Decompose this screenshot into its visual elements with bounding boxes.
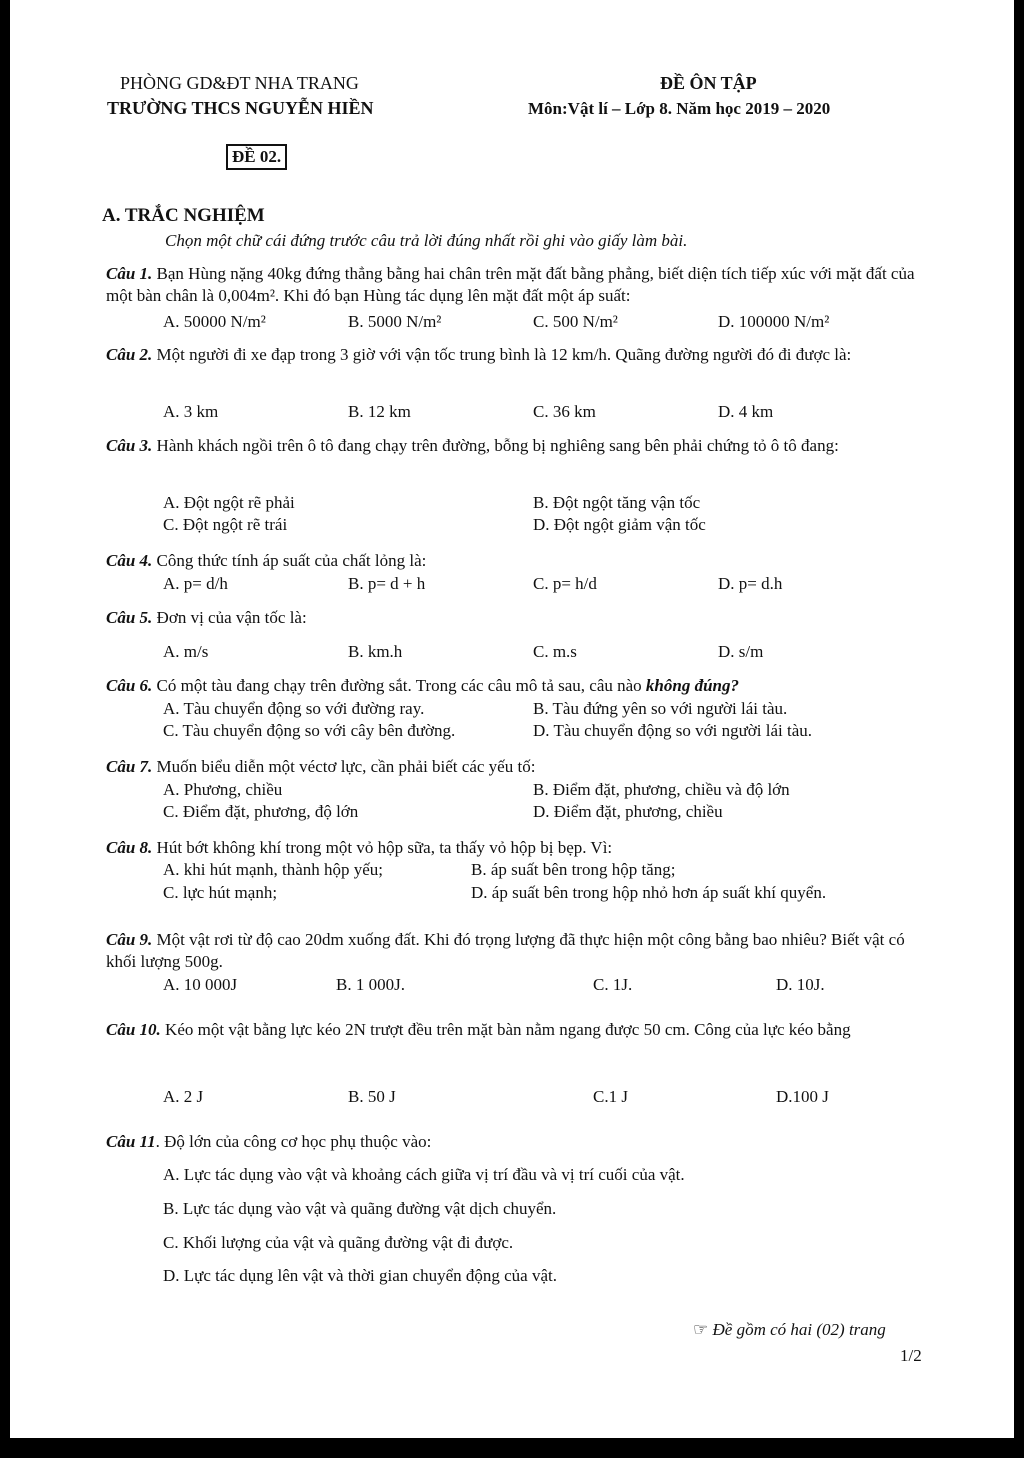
option-c: C.1 J xyxy=(593,1087,628,1106)
option-b: B. 50 J xyxy=(348,1087,396,1106)
option-b: B. 12 km xyxy=(348,402,411,421)
option-a: A. Đột ngột rẽ phải xyxy=(163,493,295,512)
section-instruction: Chọn một chữ cái đứng trước câu trả lời đúng nhất rồi ghi vào giấy làm bài. xyxy=(165,231,688,250)
question-text: Một vật rơi từ độ cao 20dm xuống đất. Khi đó trọng lượng đã thực hiện một công bằng bao nhiêu? Biết vật có khối lượng 500g. xyxy=(106,930,905,971)
option-c: C. Khối lượng của vật và quãng đường vật đi được. xyxy=(163,1233,514,1252)
option-a: A. Lực tác dụng vào vật và khoảng cách giữa vị trí đầu và vị trí cuối của vật. xyxy=(163,1165,685,1184)
question-2 xyxy=(106,344,936,366)
option-d: D. 10J. xyxy=(776,975,825,994)
option-a: A. p= d/h xyxy=(163,574,228,593)
question-label: Câu 2. xyxy=(106,345,153,364)
document-page xyxy=(10,0,1014,1438)
question-7 xyxy=(106,756,936,778)
subject-line: Môn:Vật lí – Lớp 8. Năm học 2019 – 2020 xyxy=(528,99,831,118)
question-label: Câu 9. xyxy=(106,930,153,949)
question-text: Kéo một vật bằng lực kéo 2N trượt đều trên mặt bàn nằm ngang được 50 cm. Công của lực kéo bằng xyxy=(165,1020,851,1039)
page-number: 1/2 xyxy=(900,1346,922,1365)
option-c: C. 36 km xyxy=(533,402,596,421)
option-d: D. 100000 N/m² xyxy=(718,312,830,331)
question-label: Câu 5. xyxy=(106,608,153,627)
option-d: D. p= d.h xyxy=(718,574,783,593)
question-3 xyxy=(106,435,936,457)
question-label: Câu 1. xyxy=(106,264,153,283)
exam-title: ĐỀ ÔN TẬP xyxy=(660,73,757,93)
option-a: A. Tàu chuyển động so với đường ray. xyxy=(163,699,425,718)
option-b: B. Điểm đặt, phương, chiều và độ lớn xyxy=(533,780,790,799)
option-d: D. áp suất bên trong hộp nhỏ hơn áp suất khí quyển. xyxy=(471,883,827,902)
section-title: A. TRẮC NGHIỆM xyxy=(102,205,265,226)
question-4 xyxy=(106,550,936,572)
question-10 xyxy=(106,1019,936,1041)
option-b: B. Tàu đứng yên so với người lái tàu. xyxy=(533,699,788,718)
question-9 xyxy=(106,929,936,973)
option-c: C. 1J. xyxy=(593,975,633,994)
education-office: PHÒNG GD&ĐT NHA TRANG xyxy=(120,73,359,93)
question-text: Đơn vị của vận tốc là: xyxy=(156,608,307,627)
option-a: A. 50000 N/m² xyxy=(163,312,266,331)
option-c: C. m.s xyxy=(533,642,577,661)
question-emphasis: không đúng? xyxy=(645,676,739,695)
question-text: Hút bớt không khí trong một vỏ hộp sữa, ta thấy vỏ hộp bị bẹp. Vì: xyxy=(156,838,613,857)
question-label: Câu 6. xyxy=(106,676,153,695)
option-c: C. Đột ngột rẽ trái xyxy=(163,515,288,534)
option-c: C. Điểm đặt, phương, độ lớn xyxy=(163,802,359,821)
question-text: Một người đi xe đạp trong 3 giờ với vận tốc trung bình là 12 km/h. Quãng đường người đó đi được là: xyxy=(156,345,852,364)
option-d: D. s/m xyxy=(718,642,764,661)
question-label: Câu 7. xyxy=(106,757,153,776)
question-1 xyxy=(106,263,936,307)
option-d: D.100 J xyxy=(776,1087,829,1106)
option-b: B. p= d + h xyxy=(348,574,426,593)
question-label: Câu 8. xyxy=(106,838,153,857)
school-name: TRƯỜNG THCS NGUYỄN HIỀN xyxy=(107,98,374,118)
option-b: B. 1 000J. xyxy=(336,975,405,994)
option-b: B. 5000 N/m² xyxy=(348,312,442,331)
option-c: C. 500 N/m² xyxy=(533,312,618,331)
option-b: B. áp suất bên trong hộp tăng; xyxy=(471,860,676,879)
option-c: C. p= h/d xyxy=(533,574,597,593)
question-label: Câu 11 xyxy=(106,1132,156,1151)
pointing-hand-icon: ☞ xyxy=(693,1320,709,1339)
question-5 xyxy=(106,607,936,629)
option-d: D. Điểm đặt, phương, chiều xyxy=(533,802,723,821)
option-b: B. Đột ngột tăng vận tốc xyxy=(533,493,701,512)
question-label: Câu 4. xyxy=(106,551,153,570)
option-c: C. Tàu chuyển động so với cây bên đường. xyxy=(163,721,456,740)
question-text: Công thức tính áp suất của chất lỏng là: xyxy=(156,551,427,570)
option-d: D. Tàu chuyển động so với người lái tàu. xyxy=(533,721,813,740)
question-text: . Độ lớn của công cơ học phụ thuộc vào: xyxy=(155,1132,432,1151)
question-8 xyxy=(106,837,936,859)
option-a: A. khi hút mạnh, thành hộp yếu; xyxy=(163,860,384,879)
option-b: B. km.h xyxy=(348,642,403,661)
question-text: Bạn Hùng nặng 40kg đứng thẳng bằng hai chân trên mặt đất bằng phẳng, biết diện tích tiếp xúc với mặt đất của một bàn chân là 0,004m². Khi đó bạn Hùng tác dụng lên mặt đất một áp suất: xyxy=(106,264,915,305)
question-text: Hành khách ngồi trên ô tô đang chạy trên đường, bỗng bị nghiêng sang bên phải chứng tỏ ô tô đang: xyxy=(156,436,839,455)
page-count-note xyxy=(693,1320,886,1340)
exam-code: ĐỀ 02. xyxy=(226,144,287,170)
question-6 xyxy=(106,675,936,697)
option-a: A. 10 000J xyxy=(163,975,238,994)
option-d: D. Đột ngột giảm vận tốc xyxy=(533,515,706,534)
option-a: A. 2 J xyxy=(163,1087,204,1106)
option-b: B. Lực tác dụng vào vật và quãng đường vật dịch chuyển. xyxy=(163,1199,557,1218)
option-a: A. m/s xyxy=(163,642,209,661)
option-a: A. 3 km xyxy=(163,402,219,421)
question-11 xyxy=(106,1131,936,1153)
question-text: Muốn biểu diễn một véctơ lực, cần phải biết các yếu tố: xyxy=(156,757,536,776)
question-text: Có một tàu đang chạy trên đường sắt. Trong các câu mô tả sau, câu nào xyxy=(156,676,642,695)
option-d: D. 4 km xyxy=(718,402,774,421)
option-d: D. Lực tác dụng lên vật và thời gian chuyển động của vật. xyxy=(163,1266,557,1285)
option-a: A. Phương, chiều xyxy=(163,780,283,799)
question-label: Câu 10. xyxy=(106,1020,161,1039)
option-c: C. lực hút mạnh; xyxy=(163,883,278,902)
question-label: Câu 3. xyxy=(106,436,153,455)
page-count-text: Đề gồm có hai (02) trang xyxy=(712,1320,886,1339)
